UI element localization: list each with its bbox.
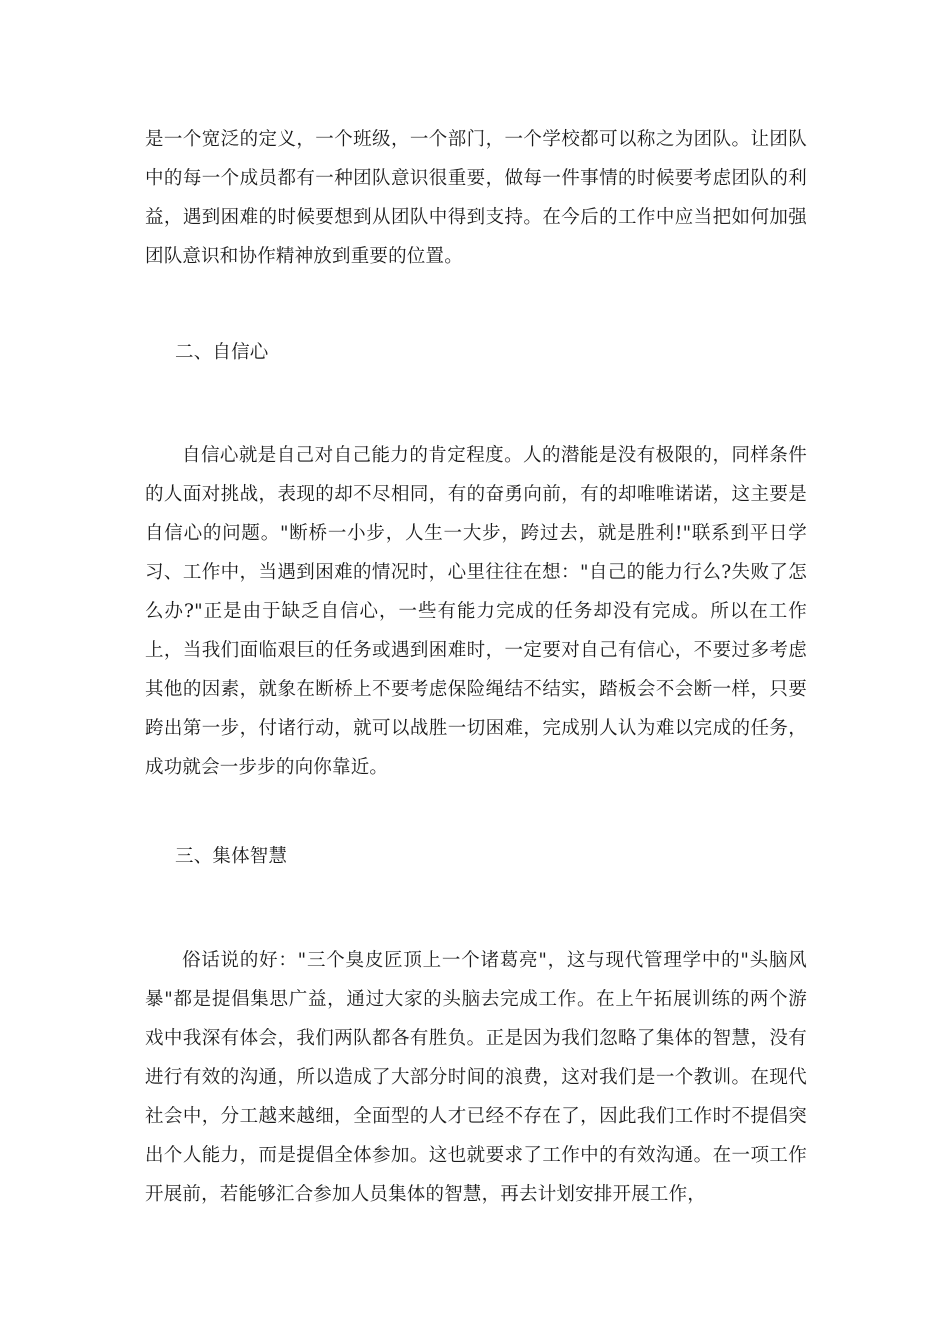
paragraph-self-confidence: 自信心就是自己对自己能力的肯定程度。人的潜能是没有极限的，同样条件的人面对挑战，表现的却不尽相同，有的奋勇向前，有的却唯唯诺诺，这主要是自信心的问题。"断桥一小步，人生一大步，跨过去，就是胜利!"联系到平日学习、工作中，当遇到困难的情况时，心里往往在想："自己的能力行么?失败了怎么办?"正是由于缺乏自信心，一些有能力完成的任务却没有完成。所以在工作上，当我们面临艰巨的任务或遇到困难时，一定要对自己有信心，不要过多考虑其他的因素，就象在断桥上不要考虑保险绳结不结实，踏板会不会断一样，只要跨出第一步，付诸行动，就可以战胜一切困难，完成别人认为难以完成的任务，成功就会一步步的向你靠近。	[145, 445, 807, 778]
section-heading-collective-wisdom: 三、集体智慧	[175, 846, 288, 867]
section-heading-self-confidence: 二、自信心	[175, 342, 269, 363]
paragraph-collective-wisdom: 俗话说的好："三个臭皮匠顶上一个诸葛亮"，这与现代管理学中的"头脑风暴"都是提倡集思广益，通过大家的头脑去完成工作。在上午拓展训练的两个游戏中我深有体会，我们两队都各有胜负。正是因为我们忽略了集体的智慧，没有进行有效的沟通，所以造成了大部分时间的浪费，这对我们是一个教训。在现代社会中，分工越来越细，全面型的人才已经不存在了，因此我们工作时不提倡突出个人能力，而是提倡全体参加。这也就要求了工作中的有效沟通。在一项工作开展前，若能够汇合参加人员集体的智慧，再去计划安排开展工作，	[145, 950, 807, 1205]
paragraph-team-awareness: 是一个宽泛的定义，一个班级，一个部门，一个学校都可以称之为团队。让团队中的每一个成员都有一种团队意识很重要，做每一件事情的时候要考虑团队的利益，遇到困难的时候要想到从团队中得到支持。在今后的工作中应当把如何加强团队意识和协作精神放到重要的位置。	[145, 129, 807, 267]
